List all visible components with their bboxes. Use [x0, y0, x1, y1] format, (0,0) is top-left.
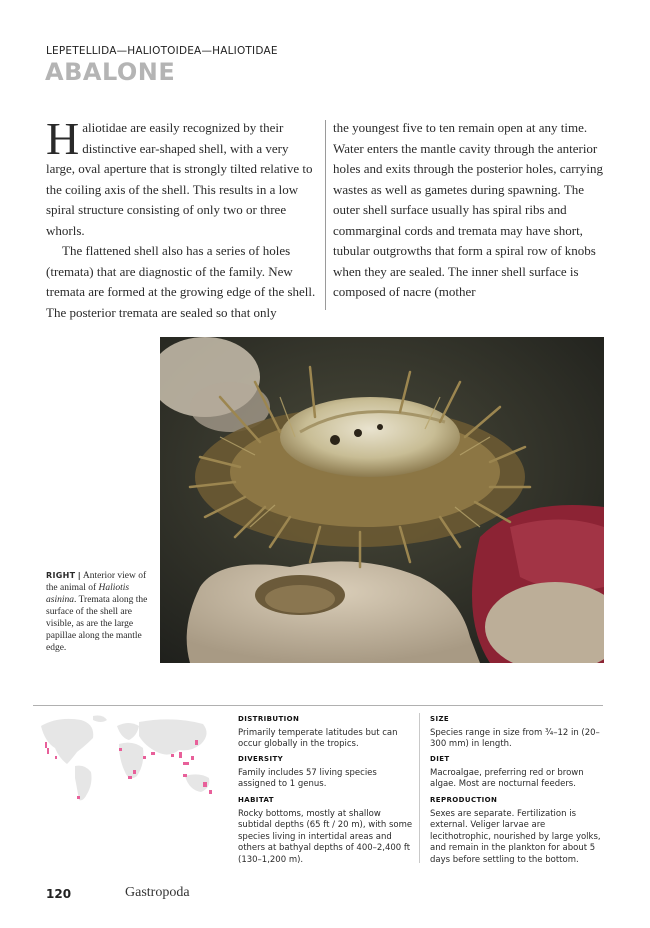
- caption-direction: RIGHT: [46, 571, 76, 580]
- photo-caption: [46, 570, 151, 654]
- fact-distribution: [238, 714, 414, 751]
- drop-cap: H: [46, 113, 80, 164]
- page-number: 120: [46, 887, 72, 901]
- fact-diet-label: DIET: [430, 755, 450, 763]
- page-title: ABALONE: [45, 58, 176, 86]
- fact-size-label: SIZE: [430, 715, 450, 723]
- fact-size: [430, 714, 605, 751]
- paragraph-continued: the youngest five to ten remain open at any time. Water enters the mantle cavity through the anterior holes and exits through the posterior holes, carrying wastes as well as gametes during spawning. The outer shell surface usually has spiral ribs and commarginal cords and tremata may have short, tubular outgrowths that form a spiral row of knobs when they are sealed. The inner shell surface is composed of nacre (mother: [333, 120, 604, 299]
- paragraph-2: The flattened shell also has a series of holes (tremata) that are diagnostic of the family. New tremata are formed at the growing edge of the shell. The posterior tremata are sealed so that only: [46, 243, 316, 320]
- distribution-map: [33, 712, 229, 812]
- facts-column-divider: [419, 713, 420, 863]
- fact-reproduction: [430, 795, 605, 866]
- fact-diversity-label: DIVERSITY: [238, 755, 284, 763]
- fact-size-text: Species range in size from ¾–12 in (20–300 mm) in length.: [430, 727, 600, 749]
- fact-diet-text: Macroalgae, preferring red or brown algae. Most are nocturnal feeders.: [430, 767, 584, 789]
- caption-text-before: Anterior view of the animal of: [46, 571, 147, 593]
- paragraph-1: [46, 113, 318, 241]
- column-divider: [325, 120, 326, 310]
- fact-habitat-label: HABITAT: [238, 796, 274, 804]
- abalone-photo-illustration: [160, 337, 604, 663]
- body-column-left: [46, 113, 318, 323]
- section-name: Gastropoda: [125, 885, 190, 900]
- fact-habitat: [238, 795, 414, 866]
- facts-divider-rule: [33, 705, 603, 706]
- caption-text-after: . Tremata along the surface of the shell are visible, as are the large papillae along the mantle edge.: [46, 595, 148, 653]
- body-column-right: [333, 118, 605, 303]
- taxonomy-heading: LEPETELLIDA—HALIOTOIDEA—HALIOTIDAE: [46, 45, 278, 57]
- fact-distribution-text: Primarily temperate latitudes but can occur globally in the tropics.: [238, 727, 398, 749]
- fact-diversity: [238, 754, 414, 791]
- fact-reproduction-text: Sexes are separate. Fertilization is external. Veliger larvae are lecithotrophic, nourished by large yolks, and remain in the plankton for about 5 days before settling to the bottom.: [430, 808, 601, 865]
- fact-reproduction-label: REPRODUCTION: [430, 796, 498, 804]
- paragraph-1-text: aliotidae are easily recognized by their distinctive ear-shaped shell, with a very large, oval aperture that is strongly tilted relative to the coiling axis of the shell. This results in a low spiral structure consisting of only two or three whorls.: [46, 120, 313, 238]
- fact-distribution-label: DISTRIBUTION: [238, 715, 300, 723]
- caption-species: Haliotis asinina: [46, 583, 130, 605]
- fact-diversity-text: Family includes 57 living species assigned to 1 genus.: [238, 767, 377, 789]
- abalone-photo: [160, 337, 604, 663]
- world-map-illustration: [33, 712, 229, 812]
- fact-habitat-text: Rocky bottoms, mostly at shallow subtidal depths (65 ft / 20 m), with some species living in intertidal areas and others at bathyal depths of 400–2,400 ft (130–1,200 m).: [238, 808, 413, 865]
- fact-diet: [430, 754, 605, 791]
- caption-separator: |: [77, 571, 81, 580]
